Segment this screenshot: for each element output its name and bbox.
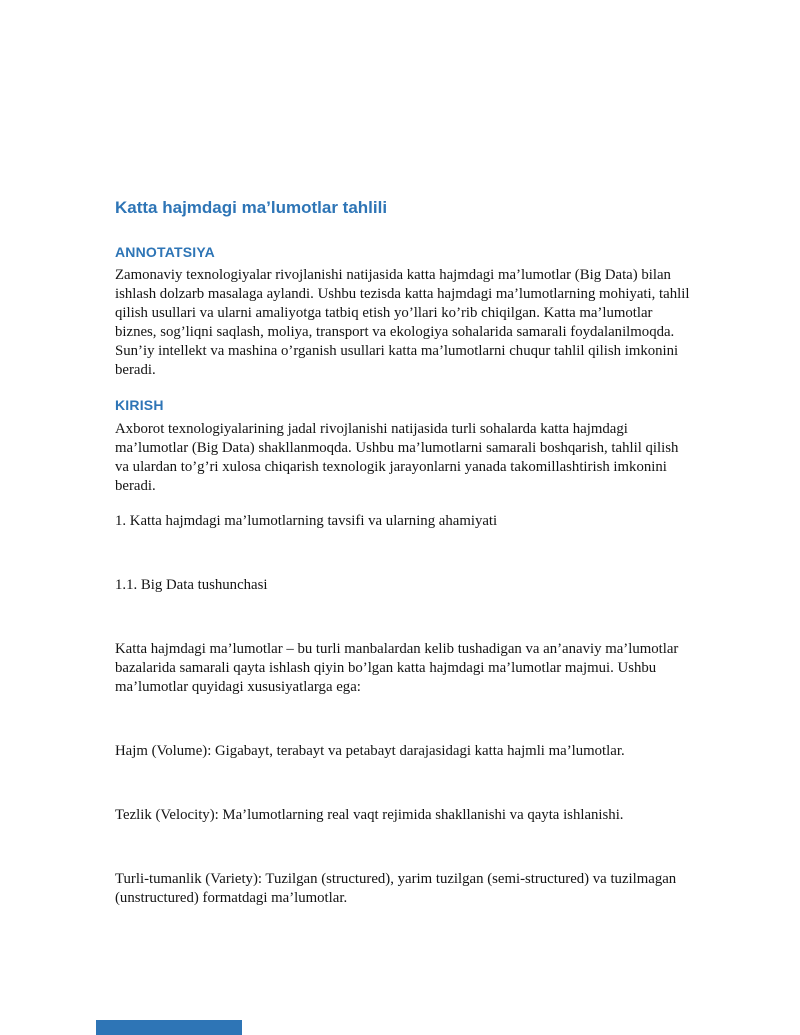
kirish-paragraph: Axborot texnologiyalarining jadal rivojlanishi natijasida turli sohalarda katta hajmdagi ma’lumotlar (Big Data) shakllanmoqda. Ushbu ma’lumotlarni samarali boshqarish, tahlil qilish va ulardan to’g’ri xulosa chiqarish texnologik jarayonlarni yanada takomillashtirish imkonini beradi. (115, 420, 679, 494)
document-title: Katta hajmdagi ma’lumotlar tahlili (115, 198, 388, 217)
velocity-paragraph: Tezlik (Velocity): Ma’lumotlarning real vaqt rejimida shakllanishi va qayta ishlanishi. (115, 806, 624, 823)
volume-paragraph: Hajm (Volume): Gigabayt, terabayt va petabayt darajasidagi katta hajmli ma’lumotlar. (115, 742, 625, 759)
annotation-paragraph: Zamonaviy texnologiyalar rivojlanishi natijasida katta hajmdagi ma’lumotlar (Big Data) bilan ishlash dolzarb masalaga aylandi. Ushbu tezisda katta hajmdagi ma’lumotlarning mohiyati, tahlil qilish usullari va ularni amaliyotga tatbiq etish yo’llari ko’rib chiqilgan. Katta ma’lumotlar biznes, sog’liqni saqlash, moliya, transport va ekologiya sohalarida samarali foydalanilmoqda. Sun’iy intellekt va mashina o’rganish usullari katta ma’lumotlarni chuqur tahlil qilish imkonini beradi. (115, 267, 690, 379)
bigdata-definition-paragraph: Katta hajmdagi ma’lumotlar – bu turli manbalardan kelib tushadigan va an’anaviy ma’lumotlar bazalarida samarali qayta ishlash qiyin bo’lgan katta hajmdagi ma’lumotlar majmui. Ushbu ma’lumotlar quyidagi xususiyatlarga ega: (115, 640, 679, 695)
section-1-heading: 1. Katta hajmdagi ma’lumotlarning tavsifi va ularning ahamiyati (115, 512, 498, 529)
section-1-1-heading: 1.1. Big Data tushunchasi (115, 576, 268, 593)
bottom-blue-bar (96, 1020, 242, 1035)
variety-paragraph: Turli-tumanlik (Variety): Tuzilgan (structured), yarim tuzilgan (semi-structured) va tuzilmagan (unstructured) formatdagi ma’lumotlar. (115, 870, 677, 906)
heading-annotatsiya: ANNOTATSIYA (115, 244, 215, 261)
heading-kirish: KIRISH (115, 397, 164, 414)
